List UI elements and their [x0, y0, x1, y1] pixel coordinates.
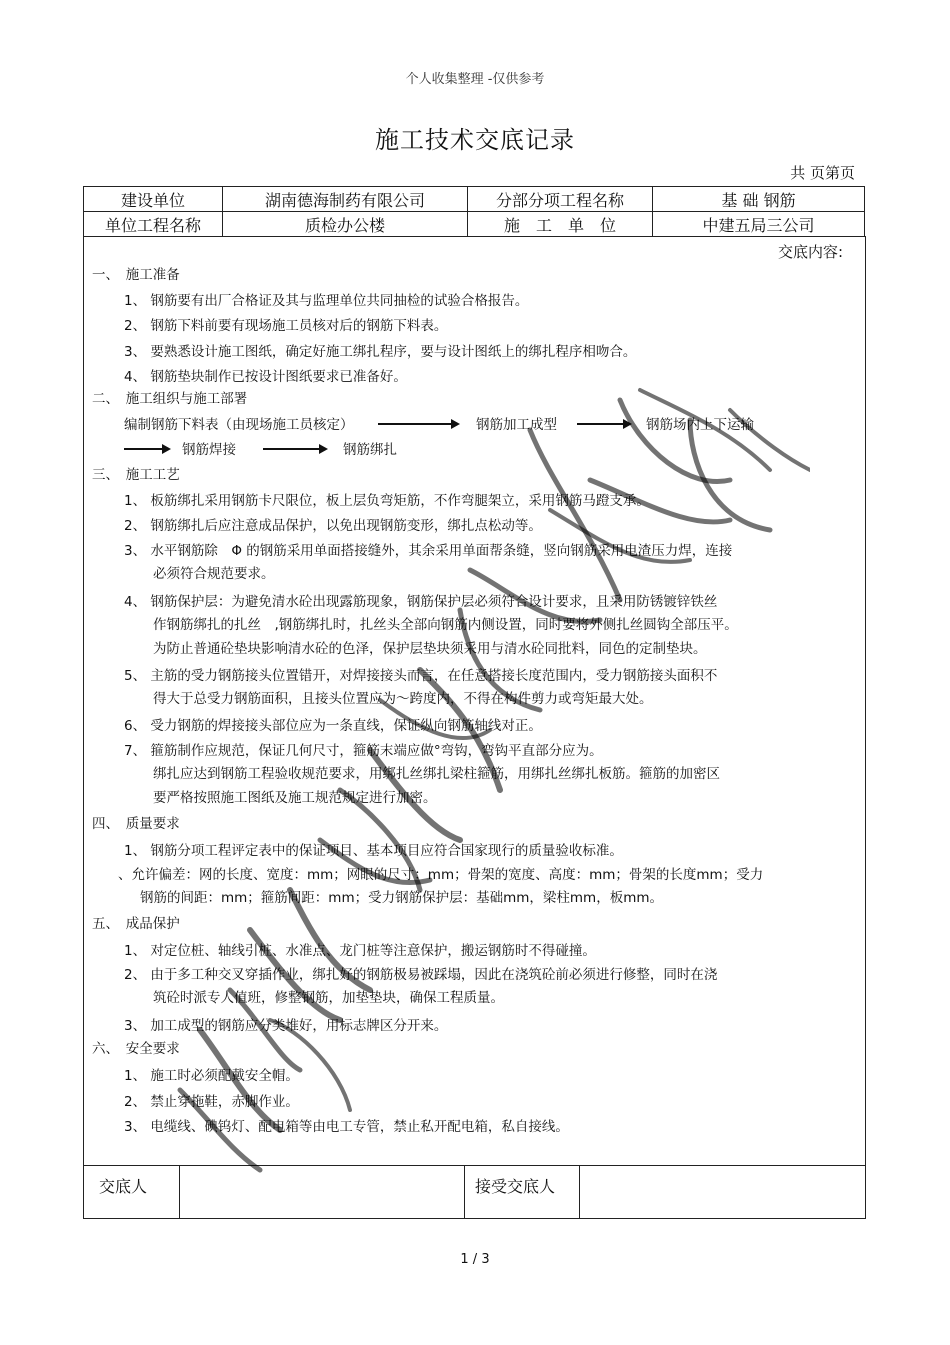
list-item-continued: 绑扎应达到钢筋工程验收规范要求，用绑扎丝绑扎梁柱箍筋，用绑扎丝绑扎板筋。箍筋的加密区 [153, 766, 720, 782]
value-construction-unit: 湖南德海制药有限公司 [223, 187, 468, 212]
list-item: 4、 钢筋垫块制作已按设计图纸要求已准备好。 [124, 369, 407, 385]
section-heading: 三、 施工工艺 [92, 467, 180, 483]
list-item-continued: 必须符合规范要求。 [153, 566, 275, 582]
list-item: 5、 主筋的受力钢筋接头位置错开，对焊接接头而言，在任意搭接长度范围内，受力钢筋接头面积不 [124, 668, 718, 684]
receiver-label: 接受交底人 [475, 1177, 556, 1196]
list-item-continued: 钢筋的间距：mm；箍筋间距：mm；受力钢筋保护层：基础mm，梁柱mm，板mm。 [140, 890, 664, 906]
flow-step-4: 钢筋焊接 [182, 442, 236, 458]
value-subproject-name: 基 础 钢筋 [653, 187, 865, 212]
document-title: 施工技术交底记录 [375, 126, 575, 154]
flow-arrow [263, 448, 326, 450]
page-info: 共 页第页 [790, 164, 855, 182]
divider [579, 1166, 580, 1218]
info-table [83, 186, 865, 237]
header-note: 个人收集整理 -仅供参考 [405, 72, 545, 87]
list-item: 3、 水平钢筋除 Φ 的钢筋采用单面搭接缝外，其余采用单面帮条缝，竖向钢筋采用电渣压力焊，连接 [124, 543, 733, 559]
list-item: 1、 板筋绑扎采用钢筋卡尺限位，板上层负弯矩筋，不作弯腿架立，采用钢筋马蹬支承。 [124, 493, 650, 509]
section-heading: 六、 安全要求 [92, 1041, 180, 1057]
content-label: 交底内容: [777, 243, 843, 261]
signature-row [83, 1165, 865, 1218]
list-item: 6、 受力钢筋的焊接接头部位应为一条直线，保证纵向钢筋轴线对正。 [124, 718, 542, 734]
section-heading: 一、 施工准备 [92, 267, 180, 283]
list-item: 4、 钢筋保护层：为避免清水砼出现露筋现象，钢筋保护层必须符合设计要求，且采用防锈镀锌铁丝 [124, 594, 718, 610]
divider [464, 1166, 465, 1218]
table-row [84, 212, 865, 237]
list-item: 2、 由于多工种交叉穿插作业，绑扎好的钢筋极易被踩塌，因此在浇筑砼前必须进行修整，同时在浇 [124, 967, 718, 983]
list-item-continued: 作钢筋绑扎的扎丝 ,钢筋绑扎时，扎丝头全部向钢筋内侧设置，同时要将外侧扎丝圆钩全部压平。 [153, 617, 738, 633]
table-row [84, 187, 865, 212]
list-item-continued: 要严格按照施工图纸及施工规范规定进行加密。 [153, 790, 437, 806]
flow-step-5: 钢筋绑扎 [343, 442, 397, 458]
label-subproject-name: 分部分项工程名称 [468, 187, 653, 212]
list-item: 1、 对定位桩、轴线引桩、水准点、龙门桩等注意保护，搬运钢筋时不得碰撞。 [124, 943, 596, 959]
list-item: 2、 禁止穿拖鞋，赤脚作业。 [124, 1094, 299, 1110]
list-item: 2、 钢筋绑扎后应注意成品保护，以免出现钢筋变形，绑扎点松动等。 [124, 518, 542, 534]
divider [179, 1166, 180, 1218]
value-construction-company: 中建五局三公司 [653, 212, 865, 237]
page-number: 1 / 3 [460, 1252, 490, 1267]
flow-step-2: 钢筋加工成型 [476, 417, 557, 433]
list-item: 1、 施工时必须配戴安全帽。 [124, 1068, 299, 1084]
flow-arrow [124, 448, 169, 450]
value-unit-project-name: 质检办公楼 [223, 212, 468, 237]
list-item: 1、 钢筋分项工程评定表中的保证项目、基本项目应符合国家现行的质量验收标准。 [124, 843, 623, 859]
list-item: 3、 电缆线、碘钨灯、配电箱等由电工专管，禁止私开配电箱，私自接线。 [124, 1119, 569, 1135]
list-item-continued: 筑砼时派专人值班，修整钢筋，加垫垫块，确保工程质量。 [153, 990, 504, 1006]
label-construction-company: 施 工 单 位 [468, 212, 653, 237]
list-item-continued: 为防止普通砼垫块影响清水砼的色泽，保护层垫块须采用与清水砼同批料，同色的定制垫块。 [153, 641, 707, 657]
list-item: 7、 箍筋制作应规范，保证几何尺寸，箍筋末端应做°弯钩，弯钩平直部分应为。 [124, 743, 603, 759]
label-unit-project-name: 单位工程名称 [84, 212, 223, 237]
flow-step-3: 钢筋场内上下运输 [646, 417, 754, 433]
giver-label: 交底人 [99, 1177, 148, 1196]
list-item-continued: 得大于总受力钢筋面积，且接头位置应为～跨度内，不得在构件剪力或弯矩最大处。 [153, 691, 653, 707]
section-heading: 二、 施工组织与施工部署 [92, 391, 248, 407]
label-construction-unit: 建设单位 [84, 187, 223, 212]
flow-arrow [577, 423, 630, 425]
section-heading: 四、 质量要求 [92, 816, 180, 832]
flow-arrow [378, 423, 458, 425]
list-item: 3、 要熟悉设计施工图纸，确定好施工绑扎程序，要与设计图纸上的绑扎程序相吻合。 [124, 344, 637, 360]
list-item: 、允许偏差：网的长度、宽度：mm；网眼的尺寸：mm；骨架的宽度、高度：mm；骨架的长度mm；受力 [118, 867, 764, 883]
flow-step-1: 编制钢筋下料表（由现场施工员核定） [124, 417, 354, 433]
list-item: 3、 加工成型的钢筋应分类堆好，用标志牌区分开来。 [124, 1018, 448, 1034]
section-heading: 五、 成品保护 [92, 916, 180, 932]
list-item: 1、 钢筋要有出厂合格证及其与监理单位共同抽检的试验合格报告。 [124, 293, 529, 309]
list-item: 2、 钢筋下料前要有现场施工员核对后的钢筋下料表。 [124, 318, 448, 334]
